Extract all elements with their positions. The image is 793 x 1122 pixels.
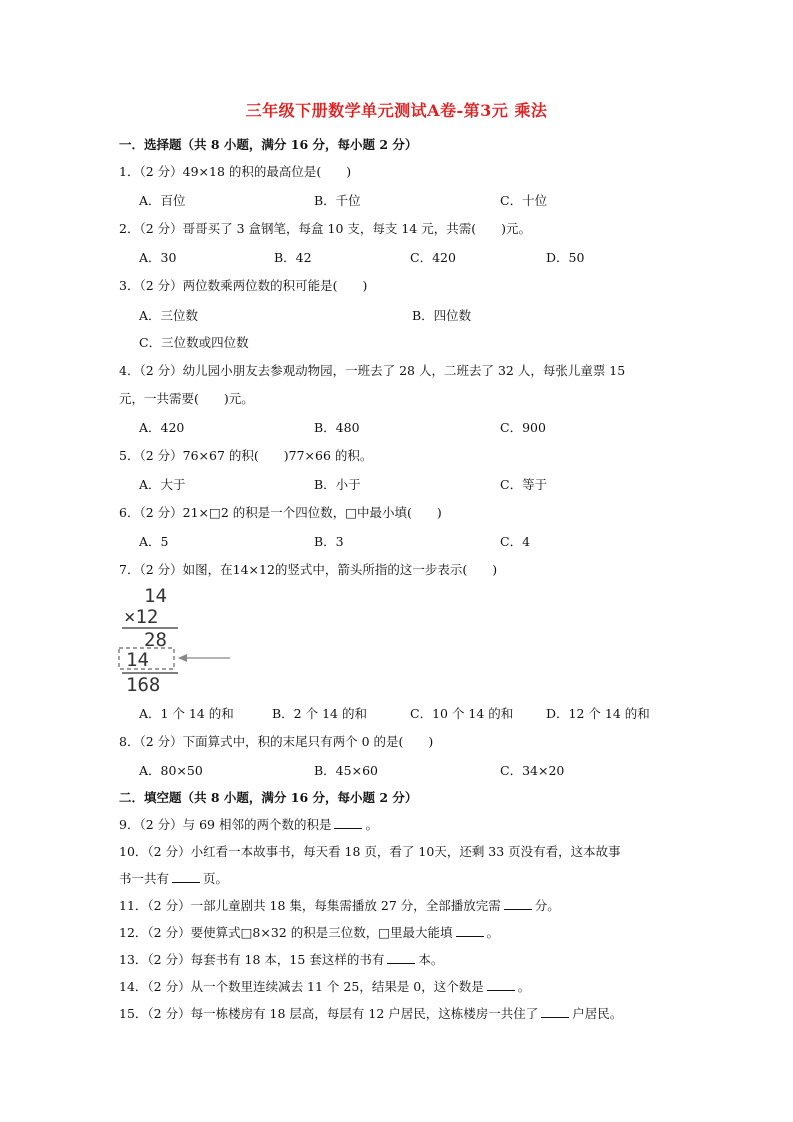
q6-option-c: C．4 <box>500 534 531 549</box>
q12-answer-blank[interactable] <box>456 924 484 937</box>
q8-option-b: B．45×60 <box>314 763 378 778</box>
q9-answer-blank[interactable] <box>334 816 362 829</box>
q10-answer-blank[interactable] <box>172 870 200 883</box>
q5-option-b: B．小于 <box>314 477 361 492</box>
q13-tail: 本。 <box>418 952 444 967</box>
question-9 <box>119 815 378 833</box>
figure-multiplicand: 14 <box>144 585 167 607</box>
question-1: 1．（2 分）49×18 的积的最高位是( ) <box>119 164 352 179</box>
figure-partial-2: 14 <box>126 649 149 671</box>
question-4-line-1: 4．（2 分）幼儿园小朋友去参观动物园，一班去了 28 人，二班去了 32 人，每张儿童票 15 <box>119 363 626 378</box>
question-2: 2．（2 分）哥哥买了 3 盒钢笔，每盒 10 支，每支 14 元，共需( )元。 <box>119 221 531 236</box>
q11-tail: 分。 <box>534 898 560 913</box>
q12-text: 12．（2 分）要使算式□8×32 的积是三位数，□里最大能填 <box>119 925 453 940</box>
q15-tail: 户居民。 <box>572 1006 623 1021</box>
q6-option-a: A．5 <box>139 534 169 549</box>
q7-option-a: A．1 个 14 的和 <box>139 706 234 721</box>
q13-text: 13．（2 分）每套书有 18 本，15 套这样的书有 <box>119 952 385 967</box>
figure-partial-1: 28 <box>144 629 167 651</box>
q8-option-c: C．34×20 <box>500 763 565 778</box>
q15-text: 15．（2 分）每一栋楼房有 18 层高，每层有 12 户居民，这栋楼房一共住了 <box>119 1006 539 1021</box>
question-4-line-2: 元，一共需要( )元。 <box>119 391 254 406</box>
q7-option-d: D．12 个 14 的和 <box>546 706 650 721</box>
q4-option-c: C．900 <box>500 420 546 435</box>
q5-option-c: C．等于 <box>500 477 548 492</box>
q4-option-b: B．480 <box>314 420 360 435</box>
question-12 <box>119 923 499 941</box>
q1-option-c: C．十位 <box>500 193 548 208</box>
q11-answer-blank[interactable] <box>504 897 532 910</box>
page-title: 三年级下册数学单元测试A卷-第3元 乘法 <box>245 101 548 120</box>
q7-option-b: B．2 个 14 的和 <box>272 706 367 721</box>
q14-tail: 。 <box>517 979 531 994</box>
arrow-icon <box>178 654 230 662</box>
question-15 <box>119 1004 622 1022</box>
figure-multiplier: ×12 <box>124 606 159 628</box>
q4-option-a: A．420 <box>139 420 185 435</box>
q14-text: 14．（2 分）从一个数里连续减去 11 个 25，结果是 0，这个数是 <box>119 979 484 994</box>
q13-answer-blank[interactable] <box>387 951 415 964</box>
question-14 <box>119 977 530 995</box>
question-5: 5．（2 分）76×67 的积( )77×66 的积。 <box>119 448 373 463</box>
q3-option-b: B．四位数 <box>412 308 472 323</box>
figure-product: 168 <box>126 674 161 695</box>
vertical-multiplication-figure <box>118 585 238 695</box>
q3-option-c: C．三位数或四位数 <box>139 335 249 350</box>
question-3: 3．（2 分）两位数乘两位数的积可能是( ) <box>119 278 368 293</box>
q1-option-a: A．百位 <box>139 193 186 208</box>
q3-option-a: A．三位数 <box>139 308 199 323</box>
q11-text: 11．（2 分）一部儿童剧共 18 集，每集需播放 27 分，全部播放完需 <box>119 898 501 913</box>
q7-option-c: C．10 个 14 的和 <box>410 706 514 721</box>
question-6: 6．（2 分）21×□2 的积是一个四位数，□中最小填( ) <box>119 505 442 520</box>
q9-tail: 。 <box>365 817 378 832</box>
question-13 <box>119 950 443 968</box>
q12-tail: 。 <box>486 925 500 940</box>
q10-text: 书一共有 <box>119 871 170 886</box>
q10-tail: 页。 <box>203 871 229 886</box>
q9-text: 9．（2 分）与 69 相邻的两个数的积是 <box>119 817 332 832</box>
question-7: 7．（2 分）如图，在14×12的竖式中，箭头所指的这一步表示( ) <box>119 562 498 577</box>
q8-option-a: A．80×50 <box>139 763 203 778</box>
question-10-line-2 <box>119 869 228 887</box>
q2-option-d: D．50 <box>546 250 585 265</box>
q5-option-a: A．大于 <box>139 477 186 492</box>
q2-option-b: B．42 <box>274 250 312 265</box>
question-10-line-1: 10．（2 分）小红看一本故事书，每天看 18 页，看了 10天，还剩 33 页没有看，这本故事 <box>119 844 621 859</box>
q1-option-b: B．千位 <box>314 193 361 208</box>
question-11 <box>119 896 560 914</box>
q2-option-a: A．30 <box>139 250 177 265</box>
q6-option-b: B．3 <box>314 534 344 549</box>
q15-answer-blank[interactable] <box>541 1005 569 1018</box>
section-heading-fill: 二．填空题（共 8 小题，满分 16 分，每小题 2 分） <box>119 790 418 805</box>
section-heading-choice: 一．选择题（共 8 小题，满分 16 分，每小题 2 分） <box>119 137 418 152</box>
q14-answer-blank[interactable] <box>487 978 515 991</box>
question-8: 8．（2 分）下面算式中，积的末尾只有两个 0 的是( ) <box>119 734 434 749</box>
q2-option-c: C．420 <box>410 250 456 265</box>
